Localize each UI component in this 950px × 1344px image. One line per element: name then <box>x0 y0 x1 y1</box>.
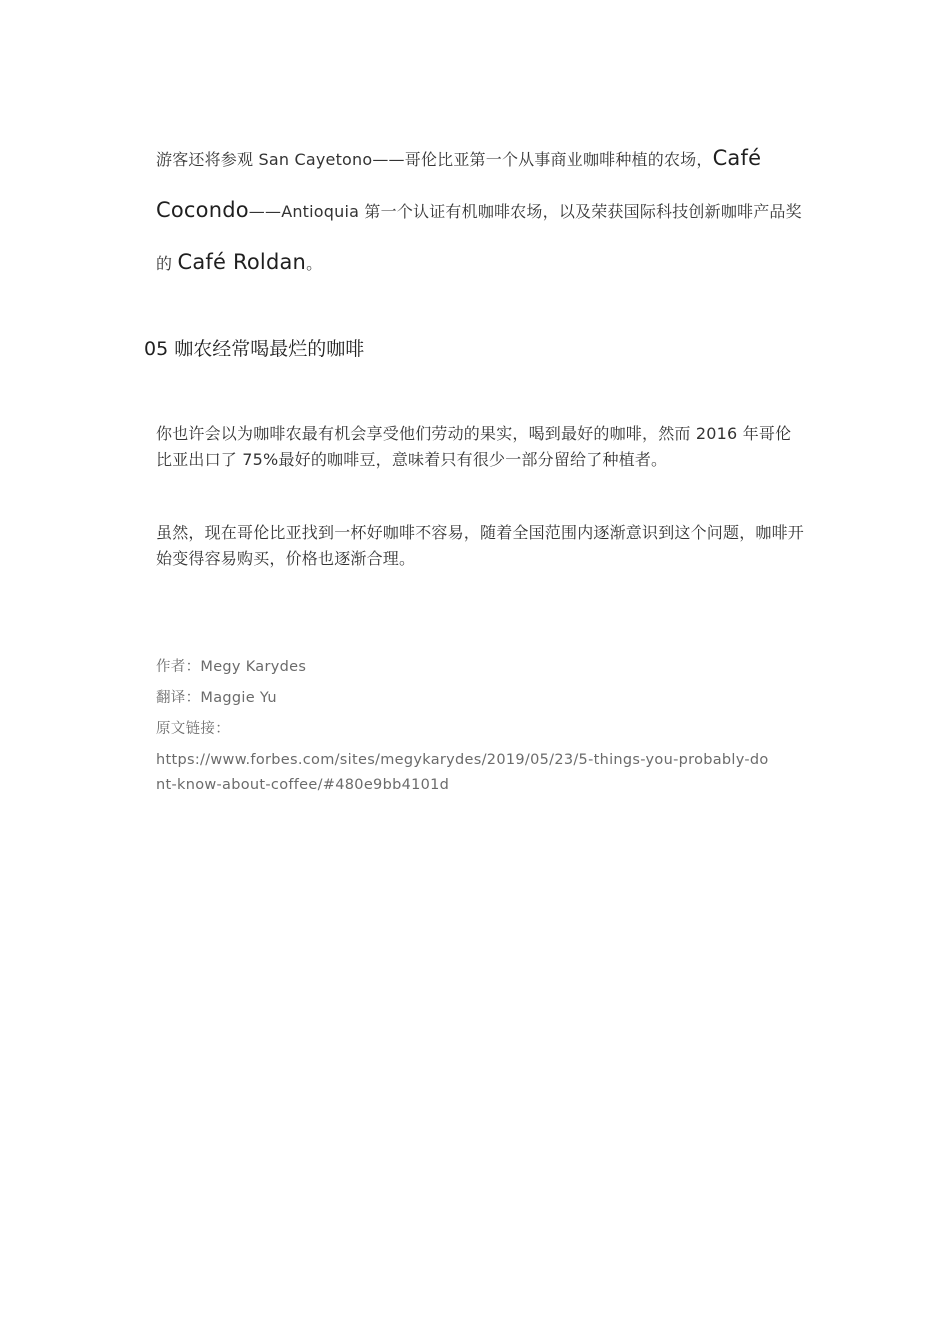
section-heading: 05 咖农经常喝最烂的咖啡 <box>144 338 365 360</box>
cafe-roldan-name: Café Roldan <box>177 250 307 274</box>
intro-text-1: 游客还将参观 San Cayetono——哥伦比亚第一个从事商业咖啡种植的农场， <box>156 150 713 169</box>
body-paragraph-1: 你也许会以为咖啡农最有机会享受他们劳动的果实，喝到最好的咖啡，然而 2016 年哥伦比亚出口了 75%最好的咖啡豆，意味着只有很少一部分留给了种植者。 <box>156 424 792 469</box>
cafe-cocondo-name: Café Cocondo <box>156 146 762 222</box>
intro-text-3: 。 <box>306 254 323 273</box>
source-url-link[interactable]: https://www.forbes.com/sites/megykarydes/2019/05/23/5-things-you-probably-dont-know-about-coffee/#480e9bb4101d <box>156 752 769 793</box>
source-label: 原文链接： <box>156 721 230 737</box>
body-paragraph-2: 虽然，现在哥伦比亚找到一杯好咖啡不容易，随着全国范围内逐渐意识到这个问题，咖啡开始变得容易购买，价格也逐渐合理。 <box>156 523 805 568</box>
translator-credit: 翻译：Maggie Yu <box>156 690 277 706</box>
intro-paragraph <box>156 133 806 289</box>
intro-text-2: ——Antioquia 第一个认证有机咖啡农场，以及荣获国际科技创新咖啡产品奖的 <box>156 202 802 273</box>
author-credit: 作者：Megy Karydes <box>156 659 307 675</box>
